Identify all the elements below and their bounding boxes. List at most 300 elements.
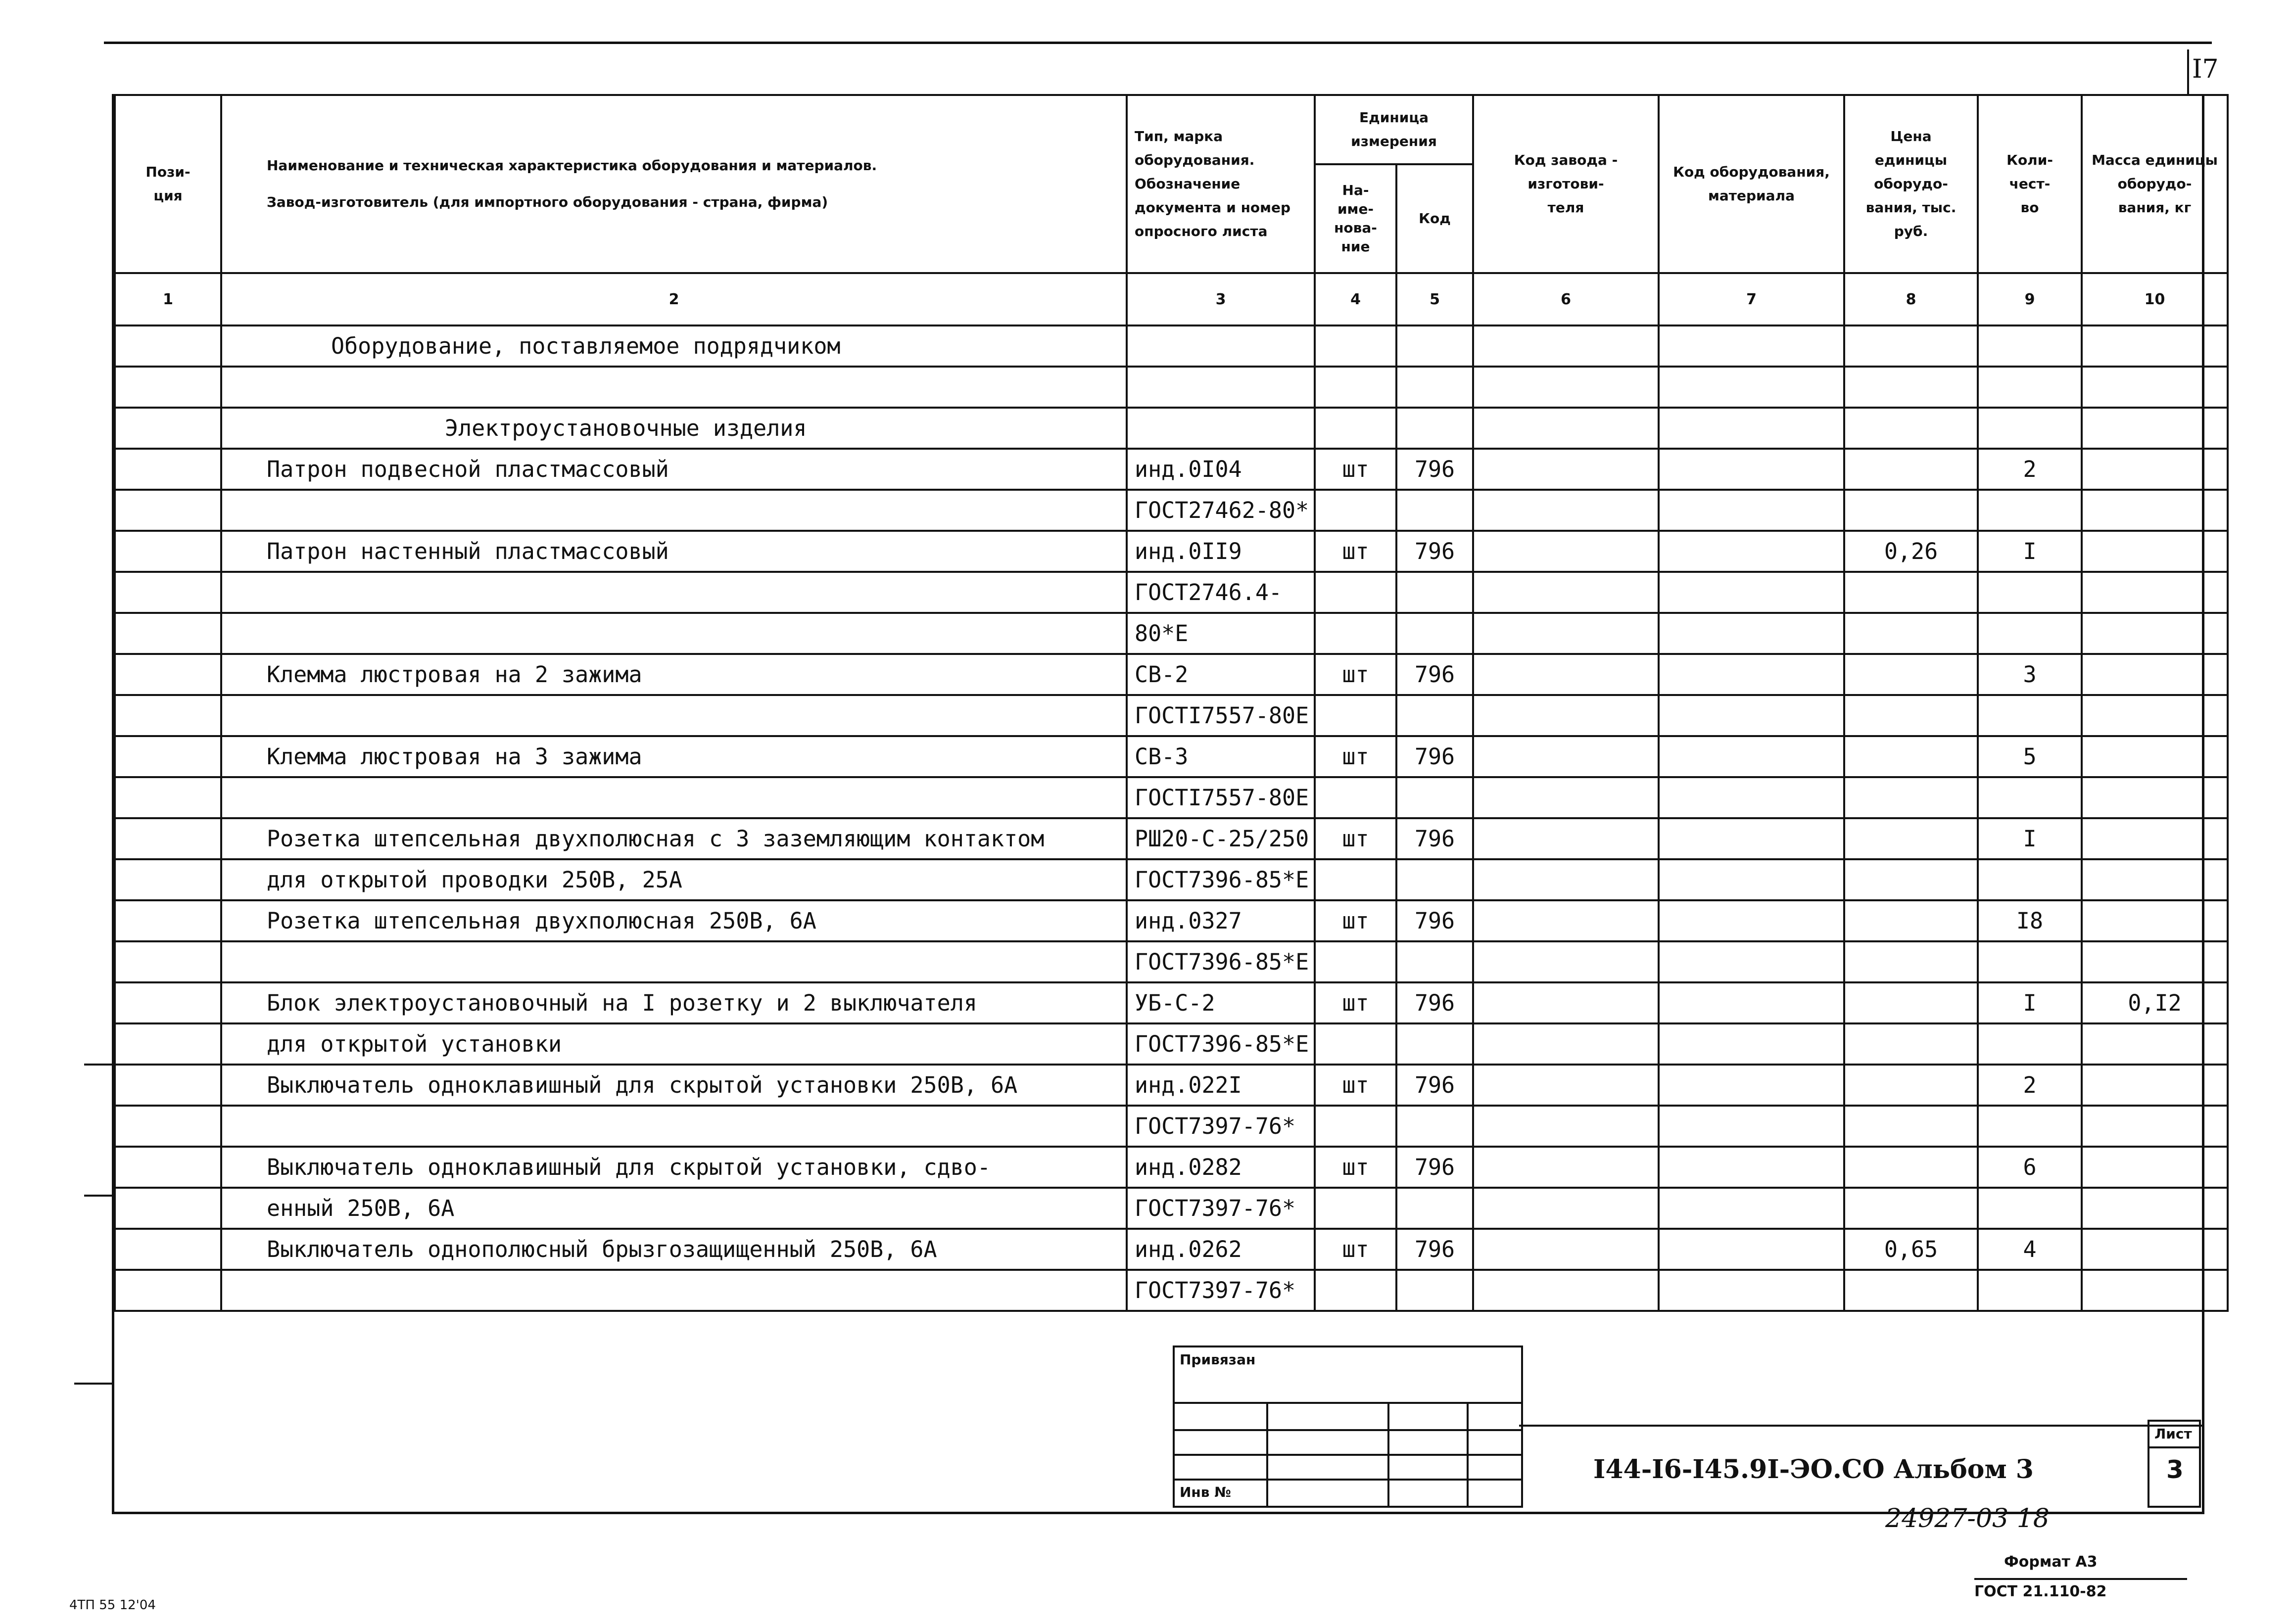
col-unit-code-header: Код [1396,164,1473,273]
column-number: 6 [1473,273,1659,325]
price-cell [1844,490,1978,531]
code-cell [1396,1106,1473,1147]
column-number: 2 [221,273,1127,325]
sheet-label: Лист [2154,1426,2192,1442]
table-row [115,1023,2228,1065]
unit-cell: шт [1315,531,1396,572]
type-cell: РШ20-С-25/250 [1127,818,1315,859]
pos-cell [115,1023,221,1065]
table-row [115,982,2228,1023]
pos-cell [115,818,221,859]
pos-cell [115,367,221,408]
code-cell [1396,490,1473,531]
qty-cell: 6 [1978,1147,2082,1188]
column-number: 9 [1978,273,2082,325]
pos-cell [115,490,221,531]
tied-label: Привязан [1180,1351,1256,1368]
name-cell [221,695,1127,736]
code-cell [1396,408,1473,449]
mass-cell [2082,1270,2228,1311]
type-cell: ГОСТ7396-85*Е [1127,941,1315,982]
table-row [115,367,2228,408]
pos-cell [115,777,221,818]
qty-cell [1978,367,2082,408]
col-type-header: Тип, марка оборудования. Обозначение документа и номер опросного листа [1127,95,1315,273]
mass-cell [2082,1106,2228,1147]
unit-cell [1315,1023,1396,1065]
col-name-header-line1: Наименование и техническая характеристика оборудования и материалов. [267,157,877,174]
name-cell: для открытой установки [221,1023,1127,1065]
factory-code-cell [1473,1065,1659,1106]
name-cell: Клемма люстровая на 2 зажима [221,654,1127,695]
unit-cell: шт [1315,818,1396,859]
equipment-code-cell [1659,736,1844,777]
qty-cell [1978,1106,2082,1147]
col-name-header [221,95,1127,273]
table-row [115,900,2228,941]
equipment-code-cell [1659,490,1844,531]
code-cell [1396,325,1473,367]
equipment-code-cell [1659,654,1844,695]
qty-cell: I [1978,982,2082,1023]
factory-code-cell [1473,818,1659,859]
equipment-code-cell [1659,777,1844,818]
price-cell [1844,736,1978,777]
factory-code-cell [1473,531,1659,572]
pos-cell [115,859,221,900]
mass-cell [2082,449,2228,490]
name-cell: Блок электроустановочный на I розетку и 2 выключателя [221,982,1127,1023]
unit-cell [1315,367,1396,408]
code-cell: 796 [1396,818,1473,859]
type-cell: ГОСТI7557-80Е [1127,777,1315,818]
table-row [115,654,2228,695]
price-cell: 0,65 [1844,1229,1978,1270]
pos-cell [115,572,221,613]
equipment-code-cell [1659,695,1844,736]
equipment-code-cell [1659,1270,1844,1311]
factory-code-cell [1473,777,1659,818]
mass-cell [2082,490,2228,531]
code-cell [1396,859,1473,900]
qty-cell: I8 [1978,900,2082,941]
side-code: 4ТП 55 12'04 [69,1598,156,1613]
table-row [115,1147,2228,1188]
code-cell [1396,613,1473,654]
code-cell: 796 [1396,531,1473,572]
type-cell: ГОСТ2746.4- [1127,572,1315,613]
margin-tick [74,1383,114,1385]
table-row [115,572,2228,613]
price-cell [1844,408,1978,449]
qty-cell: 4 [1978,1229,2082,1270]
margin-tick [84,1195,114,1197]
code-cell [1396,1270,1473,1311]
price-cell [1844,572,1978,613]
equipment-code-cell [1659,613,1844,654]
sheet-value: 3 [2166,1455,2184,1484]
name-cell: для открытой проводки 250В, 25А [221,859,1127,900]
qty-cell: 5 [1978,736,2082,777]
sheet-box [2148,1420,2201,1508]
equipment-code-cell [1659,859,1844,900]
col-quantity-header: Коли- чест- во [1978,95,2082,273]
code-cell: 796 [1396,1065,1473,1106]
table-row [115,1065,2228,1106]
unit-cell: шт [1315,982,1396,1023]
factory-code-cell [1473,1106,1659,1147]
table-row [115,818,2228,859]
pos-cell [115,941,221,982]
factory-code-cell [1473,695,1659,736]
name-cell: Оборудование, поставляемое подрядчиком [221,325,1127,367]
factory-code-cell [1473,859,1659,900]
pos-cell [115,325,221,367]
top-rule [104,42,2212,44]
col-equipment-code-header: Код оборудования, материала [1659,95,1844,273]
column-number: 7 [1659,273,1844,325]
factory-code-cell [1473,1229,1659,1270]
code-cell [1396,367,1473,408]
equipment-code-cell [1659,1023,1844,1065]
price-cell [1844,941,1978,982]
table-row [115,1188,2228,1229]
type-cell [1127,408,1315,449]
mass-cell [2082,1147,2228,1188]
mass-cell [2082,818,2228,859]
price-cell [1844,449,1978,490]
pos-cell [115,531,221,572]
factory-code-cell [1473,490,1659,531]
format-rule [1974,1578,2187,1580]
unit-cell [1315,1188,1396,1229]
unit-cell: шт [1315,736,1396,777]
factory-code-cell [1473,408,1659,449]
unit-cell [1315,941,1396,982]
code-cell: 796 [1396,1229,1473,1270]
type-cell: инд.022I [1127,1065,1315,1106]
type-cell: ГОСТ7397-76* [1127,1106,1315,1147]
price-cell [1844,654,1978,695]
mass-cell [2082,1065,2228,1106]
type-cell: 80*Е [1127,613,1315,654]
mass-cell [2082,777,2228,818]
col-mass-header: Масса единицы оборудо- вания, кг [2082,95,2228,273]
mass-cell [2082,325,2228,367]
name-cell: Патрон настенный пластмассовый [221,531,1127,572]
unit-cell: шт [1315,449,1396,490]
unit-cell [1315,1106,1396,1147]
col-factory-code-header: Код завода - изготови- теля [1473,95,1659,273]
code-cell [1396,1188,1473,1229]
price-cell [1844,1106,1978,1147]
type-cell: ГОСТ7397-76* [1127,1270,1315,1311]
equipment-code-cell [1659,325,1844,367]
table-row [115,695,2228,736]
factory-code-cell [1473,941,1659,982]
name-cell [221,1106,1127,1147]
margin-tick [84,1064,114,1066]
equipment-code-cell [1659,1065,1844,1106]
format-label: Формат А3 [2004,1553,2098,1571]
price-cell [1844,1147,1978,1188]
pos-cell [115,900,221,941]
unit-cell: шт [1315,900,1396,941]
table-row [115,325,2228,367]
type-cell: ГОСТ27462-80* [1127,490,1315,531]
type-cell: СВ-3 [1127,736,1315,777]
price-cell [1844,777,1978,818]
qty-cell: I [1978,531,2082,572]
unit-cell [1315,859,1396,900]
factory-code-cell [1473,449,1659,490]
table-row [115,859,2228,900]
qty-cell: 2 [1978,449,2082,490]
unit-cell [1315,1270,1396,1311]
code-cell [1396,1023,1473,1065]
table-row [115,531,2228,572]
name-cell [221,941,1127,982]
qty-cell: I [1978,818,2082,859]
equipment-code-cell [1659,1147,1844,1188]
equipment-code-cell [1659,982,1844,1023]
inv-label: Инв № [1180,1484,1231,1500]
mass-cell [2082,941,2228,982]
col-price-header: Цена единицы оборудо- вания, тыс. руб. [1844,95,1978,273]
name-cell: Патрон подвесной пластмассовый [221,449,1127,490]
document-designation: I44-I6-I45.9I-ЭО.СО Альбом 3 [1593,1454,2034,1485]
price-cell [1844,900,1978,941]
table-row [115,736,2228,777]
price-cell [1844,1065,1978,1106]
mass-cell [2082,654,2228,695]
name-cell: Выключатель одноклавишный для скрытой установки 250В, 6А [221,1065,1127,1106]
page-number: I7 [2192,54,2219,84]
name-cell [221,777,1127,818]
name-cell [221,490,1127,531]
type-cell: СВ-2 [1127,654,1315,695]
price-cell: 0,26 [1844,531,1978,572]
equipment-code-cell [1659,900,1844,941]
price-cell [1844,367,1978,408]
table-row [115,408,2228,449]
equipment-code-cell [1659,572,1844,613]
factory-code-cell [1473,613,1659,654]
mass-cell [2082,572,2228,613]
qty-cell [1978,1023,2082,1065]
col-unit-name-header: На- име- нова- ние [1315,164,1396,273]
code-cell: 796 [1396,900,1473,941]
type-cell: ГОСТI7557-80Е [1127,695,1315,736]
name-cell [221,1270,1127,1311]
name-cell: Выключатель одноклавишный для скрытой установки, сдво- [221,1147,1127,1188]
type-cell: ГОСТ7396-85*Е [1127,1023,1315,1065]
column-number: 5 [1396,273,1473,325]
factory-code-cell [1473,982,1659,1023]
column-number: 4 [1315,273,1396,325]
col-unit-header: Единица измерения [1315,95,1473,164]
name-cell: Клемма люстровая на 3 зажима [221,736,1127,777]
table-row [115,1106,2228,1147]
unit-cell: шт [1315,1147,1396,1188]
factory-code-cell [1473,325,1659,367]
equipment-code-cell [1659,1106,1844,1147]
name-cell: Розетка штепсельная двухполюсная с 3 заземляющим контактом [221,818,1127,859]
mass-cell [2082,531,2228,572]
pos-cell [115,1106,221,1147]
qty-cell [1978,1188,2082,1229]
equipment-code-cell [1659,367,1844,408]
unit-cell [1315,490,1396,531]
col-name-header-line2: Завод-изготовитель (для импортного оборудования - страна, фирма) [267,194,828,210]
code-cell [1396,572,1473,613]
qty-cell [1978,408,2082,449]
code-cell: 796 [1396,449,1473,490]
qty-cell [1978,613,2082,654]
factory-code-cell [1473,736,1659,777]
type-cell: инд.0II9 [1127,531,1315,572]
mass-cell [2082,859,2228,900]
qty-cell: 3 [1978,654,2082,695]
mass-cell [2082,367,2228,408]
factory-code-cell [1473,1023,1659,1065]
pos-cell [115,1270,221,1311]
pos-cell [115,654,221,695]
type-cell: ГОСТ7396-85*Е [1127,859,1315,900]
pos-cell [115,1065,221,1106]
qty-cell [1978,941,2082,982]
price-cell [1844,859,1978,900]
qty-cell [1978,1270,2082,1311]
mass-cell: 0,I2 [2082,982,2228,1023]
unit-cell: шт [1315,654,1396,695]
price-cell [1844,1023,1978,1065]
factory-code-cell [1473,367,1659,408]
factory-code-cell [1473,1270,1659,1311]
name-cell: Электроустановочные изделия [221,408,1127,449]
unit-cell [1315,777,1396,818]
price-cell [1844,982,1978,1023]
equipment-code-cell [1659,531,1844,572]
price-cell [1844,613,1978,654]
unit-cell [1315,408,1396,449]
code-cell [1396,695,1473,736]
pos-cell [115,1147,221,1188]
table-row [115,1270,2228,1311]
title-block-rule [1519,1425,2202,1427]
column-number: 1 [115,273,221,325]
factory-code-cell [1473,572,1659,613]
name-cell: Розетка штепсельная двухполюсная 250В, 6А [221,900,1127,941]
specification-table [114,94,2229,1312]
unit-cell: шт [1315,1229,1396,1270]
column-number: 3 [1127,273,1315,325]
table-row [115,1229,2228,1270]
price-cell [1844,1270,1978,1311]
archive-number: 24927-03 18 [1885,1504,2050,1533]
qty-cell [1978,572,2082,613]
type-cell: инд.0I04 [1127,449,1315,490]
col-position-header: Пози- ция [115,95,221,273]
table-row [115,941,2228,982]
tied-stamp [1173,1346,1523,1508]
mass-cell [2082,1229,2228,1270]
price-cell [1844,1188,1978,1229]
mass-cell [2082,900,2228,941]
column-number: 8 [1844,273,1978,325]
pos-cell [115,1229,221,1270]
qty-cell [1978,490,2082,531]
code-cell: 796 [1396,982,1473,1023]
equipment-code-cell [1659,408,1844,449]
pos-cell [115,449,221,490]
table-row [115,777,2228,818]
name-cell: Выключатель однополюсный брызгозащищенный 250В, 6А [221,1229,1127,1270]
table-row [115,490,2228,531]
type-cell [1127,325,1315,367]
unit-cell [1315,695,1396,736]
mass-cell [2082,1188,2228,1229]
name-cell: енный 250В, 6А [221,1188,1127,1229]
factory-code-cell [1473,1147,1659,1188]
price-cell [1844,818,1978,859]
equipment-code-cell [1659,449,1844,490]
unit-cell [1315,613,1396,654]
name-cell [221,572,1127,613]
qty-cell [1978,695,2082,736]
pos-cell [115,736,221,777]
sheet-num-divider [2187,49,2189,94]
mass-cell [2082,1023,2228,1065]
mass-cell [2082,695,2228,736]
qty-cell [1978,325,2082,367]
mass-cell [2082,736,2228,777]
type-cell: инд.0327 [1127,900,1315,941]
equipment-code-cell [1659,1229,1844,1270]
code-cell: 796 [1396,654,1473,695]
equipment-code-cell [1659,1188,1844,1229]
mass-cell [2082,613,2228,654]
column-number-row [115,273,2228,325]
unit-cell [1315,572,1396,613]
pos-cell [115,1188,221,1229]
qty-cell [1978,859,2082,900]
type-cell: инд.0262 [1127,1229,1315,1270]
pos-cell [115,982,221,1023]
code-cell [1396,941,1473,982]
type-cell: УБ-С-2 [1127,982,1315,1023]
name-cell [221,613,1127,654]
column-number: 10 [2082,273,2228,325]
type-cell: ГОСТ7397-76* [1127,1188,1315,1229]
type-cell: инд.0282 [1127,1147,1315,1188]
equipment-code-cell [1659,941,1844,982]
factory-code-cell [1473,1188,1659,1229]
code-cell [1396,777,1473,818]
pos-cell [115,408,221,449]
code-cell: 796 [1396,736,1473,777]
qty-cell [1978,777,2082,818]
gost-label: ГОСТ 21.110-82 [1974,1583,2107,1600]
price-cell [1844,325,1978,367]
mass-cell [2082,408,2228,449]
table-row [115,613,2228,654]
code-cell: 796 [1396,1147,1473,1188]
table-row [115,449,2228,490]
factory-code-cell [1473,900,1659,941]
unit-cell: шт [1315,1065,1396,1106]
equipment-code-cell [1659,818,1844,859]
